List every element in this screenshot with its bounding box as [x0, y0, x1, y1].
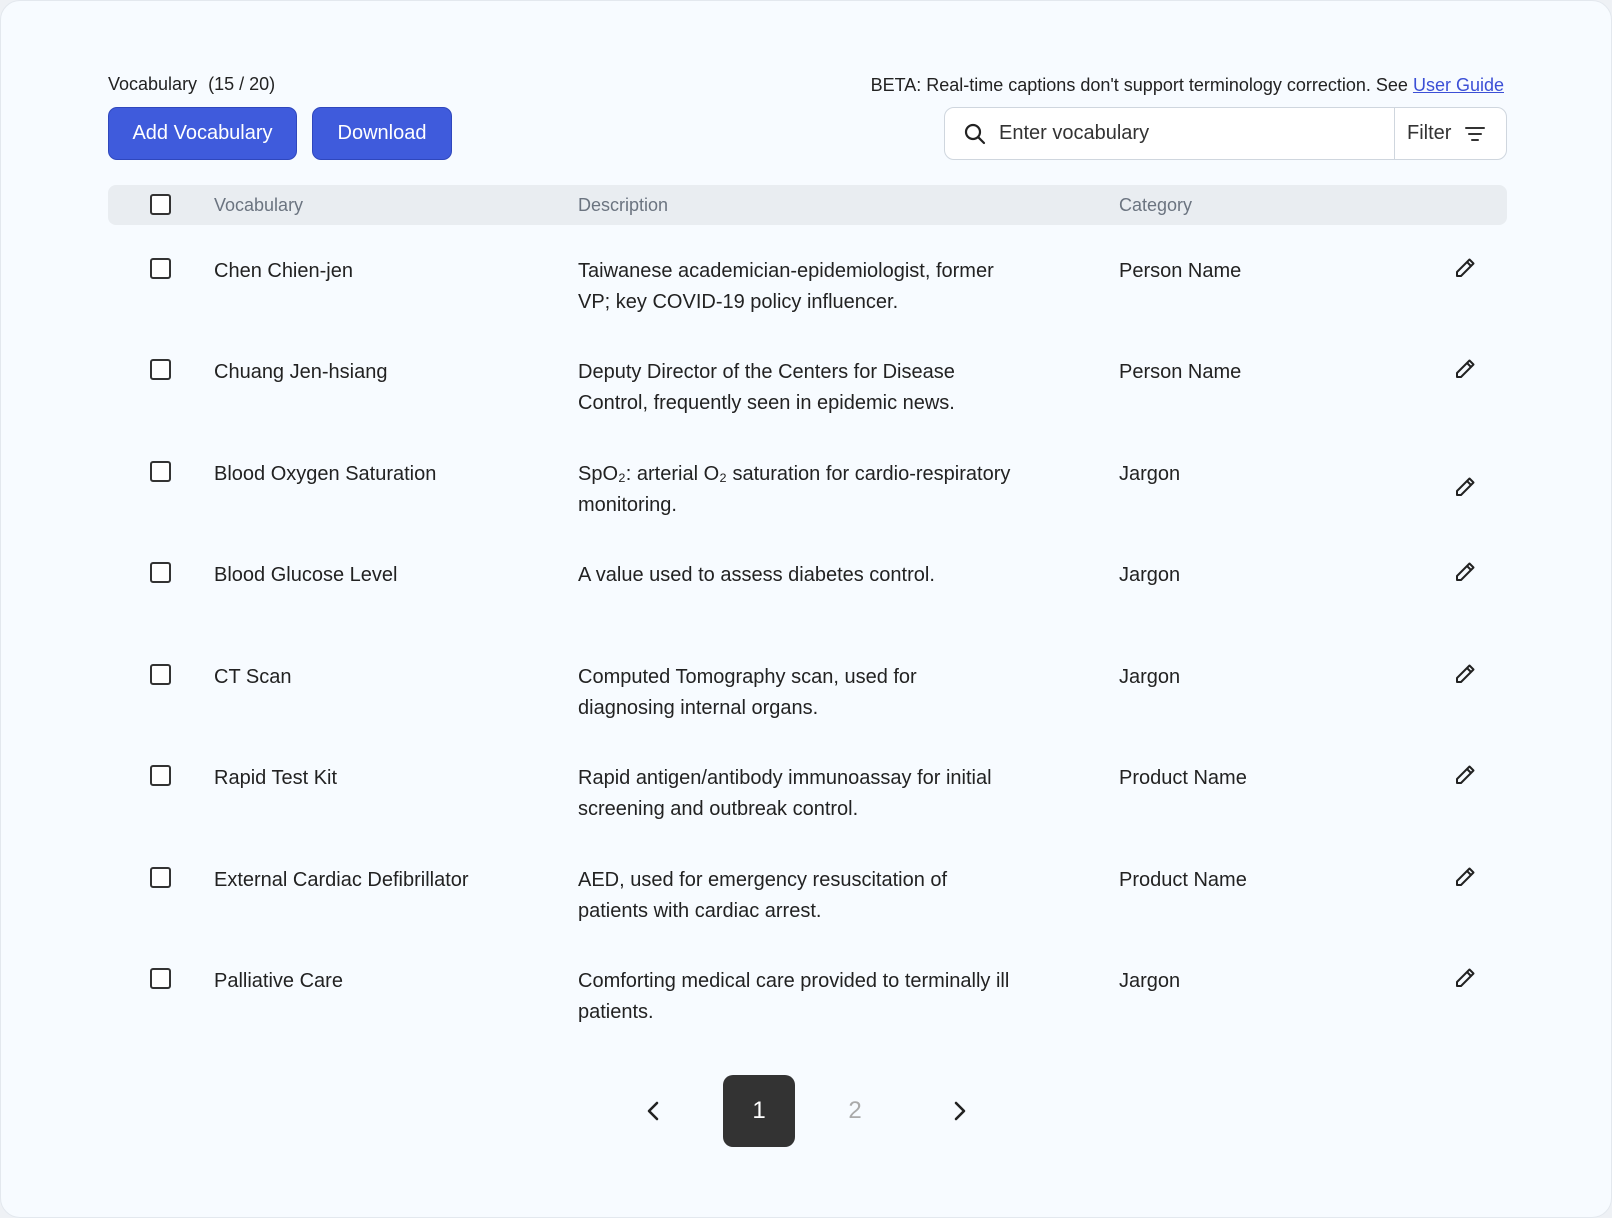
row-category: Person Name — [1119, 361, 1242, 383]
row-checkbox[interactable] — [150, 359, 171, 380]
row-category: Jargon — [1119, 564, 1181, 586]
row-checkbox[interactable] — [150, 968, 171, 989]
select-all-checkbox[interactable] — [150, 194, 171, 215]
edit-icon[interactable] — [1453, 662, 1477, 686]
row-vocabulary: External Cardiac Defibrillator — [214, 869, 469, 891]
chevron-left-icon[interactable] — [642, 1099, 666, 1123]
beta-notice — [871, 75, 1504, 96]
table-row — [1, 256, 1612, 357]
row-vocabulary: Chen Chien-jen — [214, 260, 353, 282]
column-header-category: Category — [1119, 195, 1193, 215]
edit-icon[interactable] — [1453, 865, 1477, 889]
user-guide-link[interactable]: User Guide — [1412, 75, 1504, 95]
download-button[interactable]: Download — [312, 107, 452, 160]
edit-icon[interactable] — [1453, 475, 1477, 499]
table-row — [1, 865, 1612, 966]
row-description: AED, used for emergency resuscitation of patients with cardiac arrest. — [578, 869, 948, 922]
column-header-vocabulary: Vocabulary — [214, 195, 304, 215]
pagination — [1, 1075, 1612, 1147]
row-category: Jargon — [1119, 970, 1181, 992]
beta-notice-text: BETA: Real-time captions don't support terminology correction. See — [870, 75, 1408, 95]
edit-icon[interactable] — [1453, 357, 1477, 381]
row-checkbox[interactable] — [150, 664, 171, 685]
row-vocabulary: Palliative Care — [214, 970, 343, 992]
search-bar — [944, 107, 1507, 160]
toolbar — [108, 107, 452, 160]
page-1-button[interactable]: 1 — [723, 1075, 795, 1147]
row-checkbox[interactable] — [150, 258, 171, 279]
edit-icon[interactable] — [1453, 763, 1477, 787]
filter-label: Filter — [1407, 122, 1452, 144]
page-2-button[interactable]: 2 — [848, 1097, 862, 1124]
row-description: SpO₂: arterial O₂ saturation for cardio-respiratory monitoring. — [578, 463, 1011, 516]
edit-icon[interactable] — [1453, 560, 1477, 584]
row-checkbox[interactable] — [150, 867, 171, 888]
edit-icon[interactable] — [1453, 966, 1477, 990]
table-row — [1, 763, 1612, 864]
row-vocabulary: Blood Glucose Level — [214, 564, 398, 586]
title-label: Vocabulary — [108, 74, 198, 94]
row-category: Product Name — [1119, 767, 1247, 789]
table-row — [1, 662, 1612, 763]
row-category: Product Name — [1119, 869, 1247, 891]
chevron-right-icon[interactable] — [947, 1099, 971, 1123]
add-vocabulary-button[interactable]: Add Vocabulary — [108, 107, 297, 160]
row-description: A value used to assess diabetes control. — [578, 564, 935, 586]
row-description: Deputy Director of the Centers for Disease Control, frequently seen in epidemic news. — [578, 361, 955, 414]
row-checkbox[interactable] — [150, 461, 171, 482]
row-vocabulary: Rapid Test Kit — [214, 767, 338, 789]
row-category: Jargon — [1119, 666, 1181, 688]
search-input[interactable]: Enter vocabulary — [999, 122, 1150, 144]
table-row — [1, 560, 1612, 661]
table-row — [1, 459, 1612, 560]
row-vocabulary: Blood Oxygen Saturation — [214, 463, 437, 485]
row-checkbox[interactable] — [150, 765, 171, 786]
edit-icon[interactable] — [1453, 256, 1477, 280]
row-category: Person Name — [1119, 260, 1242, 282]
row-checkbox[interactable] — [150, 562, 171, 583]
table-header — [108, 185, 1507, 225]
vocabulary-count: (15 / 20) — [208, 74, 276, 94]
filter-icon — [1465, 126, 1485, 142]
page-title — [108, 74, 275, 95]
filter-button[interactable] — [1394, 108, 1506, 159]
panel-header — [108, 74, 275, 95]
row-category: Jargon — [1119, 463, 1181, 485]
search-icon — [963, 122, 987, 146]
table-row — [1, 357, 1612, 458]
row-description: Taiwanese academician-epidemiologist, former VP; key COVID-19 policy influencer. — [578, 260, 994, 313]
row-description: Comforting medical care provided to terminally ill patients. — [578, 970, 1010, 1023]
column-header-description: Description — [578, 195, 669, 215]
row-vocabulary: Chuang Jen-hsiang — [214, 361, 388, 383]
row-description: Rapid antigen/antibody immunoassay for initial screening and outbreak control. — [578, 767, 992, 820]
row-vocabulary: CT Scan — [214, 666, 292, 688]
table-row — [1, 966, 1612, 1067]
row-description: Computed Tomography scan, used for diagnosing internal organs. — [578, 666, 917, 719]
